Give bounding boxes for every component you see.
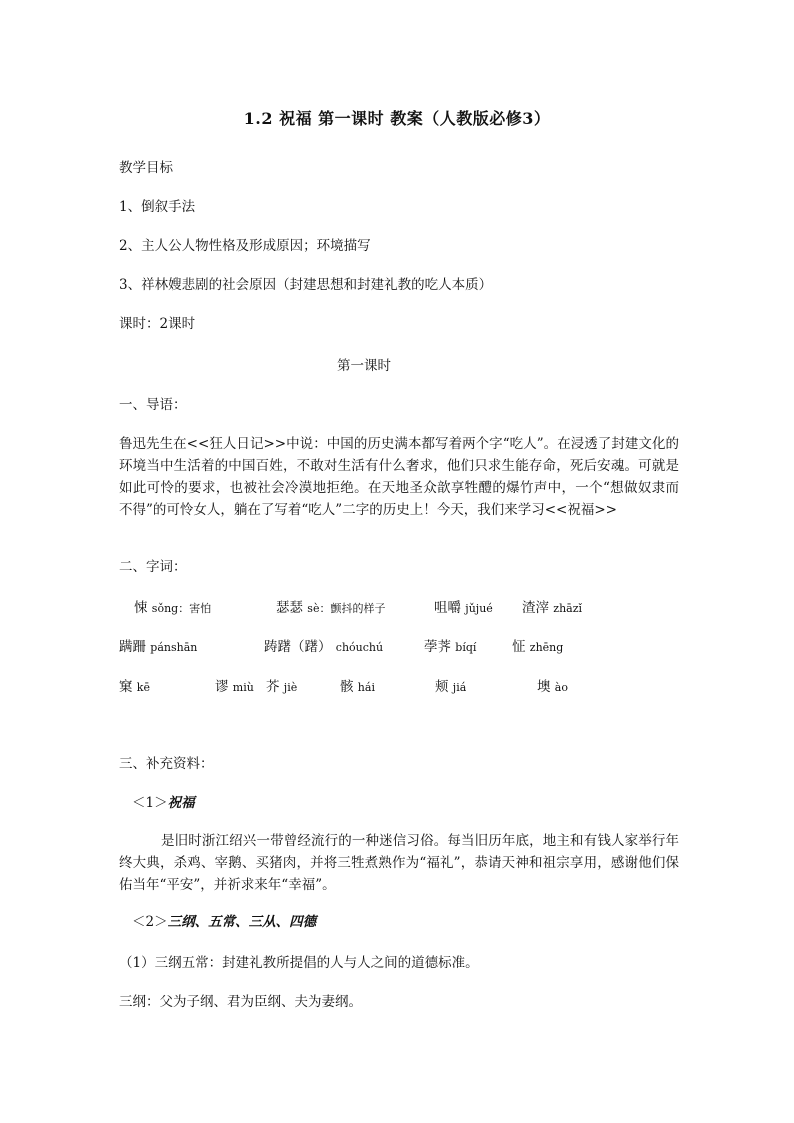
vocab-item [266, 675, 297, 695]
vocab-item [537, 675, 568, 695]
vocab-pinyin: hái [357, 681, 375, 694]
vocab-item [434, 596, 493, 616]
vocab-word: 怔 [512, 639, 526, 655]
objectives-heading: 教学目标 [119, 160, 173, 176]
vocab-item [522, 596, 582, 616]
section-intro-heading: 一、导语： [119, 397, 187, 413]
lesson-heading: 第一课时 [337, 358, 391, 374]
vocab-word: 悚 [134, 600, 148, 616]
vocab-pinyin: jiá [452, 681, 467, 694]
vocab-word: 咀嚼 [434, 600, 461, 616]
vocab-item [276, 596, 385, 616]
vocab-word: 骸 [340, 679, 354, 695]
vocab-pinyin: miù [232, 681, 254, 694]
vocab-item [264, 635, 383, 655]
vocab-pinyin: zhāzǐ [553, 602, 583, 615]
vocab-pinyin: ào [554, 681, 568, 694]
vocab-pinyin: bíqí [455, 641, 477, 654]
vocab-pinyin: chóuchú [335, 641, 384, 654]
vocab-item [119, 635, 197, 655]
vocab-item [215, 675, 254, 695]
vocab-word: 谬 [215, 679, 229, 695]
vocab-word: 芥 [266, 679, 280, 695]
list-item-2: 三纲：父为子纲、君为臣纲、夫为妻纲。 [119, 994, 362, 1010]
intro-paragraph: 鲁迅先生在<<狂人日记>>中说：中国的历史满本都写着两个字“吃人”。在浸透了封建文化的环境当中生活着的中国百姓，不敢对生活有什么奢求，他们只求生能存命，死后安魂。可就是如此可怜的要求，也被社会冷漠地拒绝。在天地圣众歆享牲醴的爆竹声中，一个“想做奴隶而不得”的可怜女人，躺在了写着“吃人”二字的历史上！今天，我们来学习<<祝福>> [119, 436, 679, 518]
vocab-item [512, 635, 563, 655]
vocab-pinyin: kē [136, 681, 150, 694]
section-supplement-heading: 三、补充资料： [119, 756, 214, 772]
vocab-pinyin: sǒng：害怕 [151, 602, 212, 615]
vocab-word: 窠 [119, 679, 133, 695]
vocab-word: 颊 [435, 679, 449, 695]
subsection-1-heading: ＜1＞祝福 [132, 795, 195, 811]
objective-item-1: 1、倒叙手法 [119, 199, 196, 215]
document-title: 1.2 祝福 第一课时 教案（人教版必修3） [243, 109, 551, 128]
vocab-word: 瑟瑟 [276, 600, 303, 616]
vocab-pinyin: zhēng [529, 641, 564, 654]
vocab-pinyin: pánshān [150, 641, 198, 654]
vocab-item [134, 596, 211, 616]
section-vocab-heading: 二、字词： [119, 559, 187, 575]
vocab-word: 蹒跚 [119, 639, 146, 655]
vocab-item [424, 635, 476, 655]
objective-item-3: 3、祥林嫂悲剧的社会原因（封建思想和封建礼教的吃人本质） [119, 277, 493, 293]
list-item-1: （1）三纲五常：封建礼教所提倡的人与人之间的道德标准。 [119, 955, 479, 971]
vocab-pinyin: jiè [283, 681, 298, 694]
vocab-word: 荸荠 [424, 639, 451, 655]
vocab-word: 渣滓 [522, 600, 549, 616]
vocab-pinyin: sè：颤抖的样子 [307, 602, 386, 615]
vocab-word: 墺 [537, 679, 551, 695]
vocab-item [119, 675, 150, 695]
vocab-word: 踌躇（躇） [264, 639, 332, 655]
subsection-2-heading: ＜2＞三纲、五常、三从、四德 [132, 914, 317, 930]
class-hours: 课时：2课时 [119, 316, 196, 332]
vocab-item [435, 675, 466, 695]
vocab-pinyin: jǔjué [465, 602, 493, 615]
subsection-1-paragraph: 是旧时浙江绍兴一带曾经流行的一种迷信习俗。每当旧历年底，地主和有钱人家举行年终大典，杀鸡、宰鹅、买猪肉，并将三牲煮熟作为“福礼”，恭请天神和祖宗享用，感谢他们保佑当年“平安”，并祈求来年“幸福”。 [119, 833, 679, 893]
vocab-item [340, 675, 375, 695]
objective-item-2: 2、主人公人物性格及形成原因；环境描写 [119, 238, 371, 254]
